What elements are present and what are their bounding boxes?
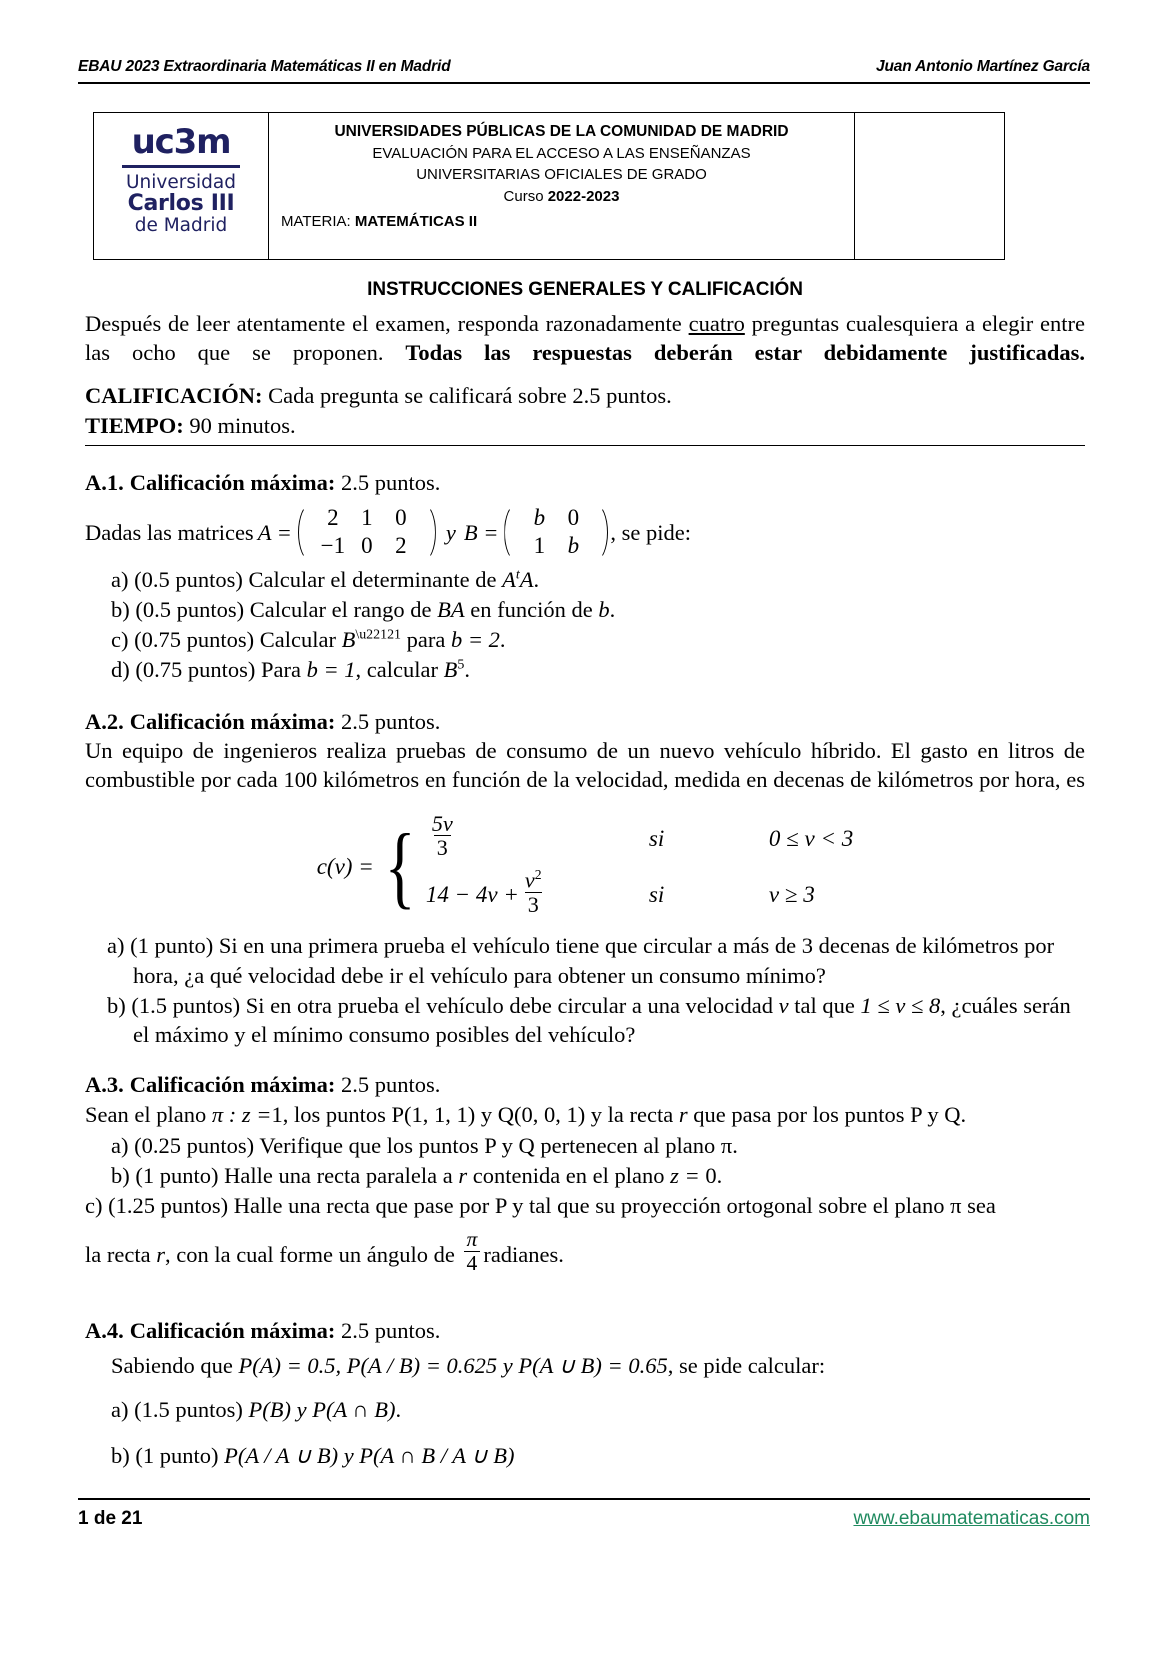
calificacion-label: CALIFICACIÓN: [85, 383, 263, 409]
page-number: 1 de 21 [78, 1508, 143, 1529]
case-expression [426, 811, 611, 862]
item-label: a) (1.5 puntos) [111, 1397, 249, 1423]
title-line-universidades: UNIVERSIDADES PÚBLICAS DE LA COMUNIDAD DE MADRID [334, 123, 789, 140]
case2-prefix: 14 − 4v + [425, 881, 519, 907]
cell: 0 [395, 504, 407, 530]
item-text: Si en otra prueba el vehículo debe circular a una velocidad v tal que 1 ≤ v ≤ 8, ¿cuáles serán el máximo y el mínimo consumo posibles del vehículo? [133, 992, 1071, 1048]
instr-bold-note: Todas las respuestas deberán estar debidamente justificadas. [405, 339, 1085, 365]
fraction-numerator: $v^2$ [524, 867, 542, 893]
a4-points: 2.5 puntos. [335, 1318, 441, 1344]
list-item [85, 1191, 1085, 1221]
formula-cases [426, 811, 853, 923]
item-tail: . [464, 656, 470, 682]
cell: 0 [567, 504, 580, 530]
exam-title-table [93, 112, 1005, 260]
instructions-paragraph [85, 309, 1085, 368]
a1-label: Calificación máxima: [129, 470, 336, 496]
item-text: Calcular el rango de [249, 597, 438, 623]
list-item [85, 595, 1085, 625]
left-paren-icon [298, 502, 310, 564]
calificacion-line [85, 381, 1085, 411]
instructions-divider [85, 445, 1085, 446]
a1-lead-post: , se pide: [610, 519, 692, 545]
item-text: Si en una primera prueba el vehículo tiene que circular a más de 3 decenas de kilómetros por hora, ¿a qué velocidad debe ir el vehículo para obtener un consumo mínimo? [133, 932, 1055, 988]
running-footer [78, 1498, 1090, 1530]
header-divider [78, 82, 1090, 84]
title-line-materia [279, 213, 844, 230]
instr-part-2: preguntas cualesquiera a elegir entre las ocho que se proponen. [85, 310, 1085, 365]
formula-lhs: c(v) = [316, 853, 374, 879]
list-item [85, 565, 1085, 595]
a3-points: 2.5 puntos. [335, 1072, 441, 1098]
matrix-a-body [310, 502, 424, 564]
instructions-heading: INSTRUCCIONES GENERALES Y CALIFICACIÓN [367, 279, 803, 300]
title-line-curso [279, 186, 844, 209]
exam-body [85, 278, 1085, 1471]
matrix-row [522, 532, 590, 561]
a1-lead-pre: Dadas las matrices [85, 519, 254, 545]
a1-matrix-b-name: B = [463, 519, 499, 545]
a2-paragraph: Un equipo de ingenieros realiza pruebas de consumo de un nuevo vehículo híbrido. El gasto en litros de combustible por cada 100 kilómetros en función de la velocidad, medida en decenas de kilómetros por hora, es [85, 738, 1085, 793]
item-label: c) (1.25 puntos) [85, 1192, 234, 1218]
footer-row [78, 1508, 1090, 1530]
a4-lead-math: P(A) = 0.5, P(A / B) = 0.625 y P(A ∪ B) = 0.65 [238, 1353, 668, 1379]
logo-carlos-iii-text: Carlos III [127, 191, 235, 217]
a2-items [85, 931, 1085, 1051]
logo-de-madrid-text: de Madrid [134, 215, 228, 237]
question-a1 [85, 468, 1085, 684]
cell: 1 [361, 504, 373, 530]
a3-heading [85, 1070, 1085, 1099]
a3-id: A.3. [85, 1072, 124, 1098]
case-si-keyword: si [648, 881, 665, 907]
item-label: b) (1 punto) [111, 1162, 225, 1188]
exam-title-center-cell [269, 113, 854, 259]
item-label: a) (0.5 puntos) [111, 567, 249, 593]
item-text: Calcular el determinante de [248, 567, 503, 593]
item-math: BA [437, 597, 465, 623]
case-condition: 0 ≤ v < 3 [768, 825, 854, 851]
question-a2 [85, 707, 1085, 1050]
a1-conjunction: y [445, 519, 456, 545]
a1-matrix-a-name: A = [257, 519, 292, 545]
right-paren-icon [424, 502, 436, 564]
list-item [85, 1131, 1085, 1161]
a4-items [85, 1395, 1085, 1471]
uc3m-logo [94, 113, 269, 259]
fraction [464, 1228, 481, 1275]
matrix-row [316, 504, 418, 533]
a1-id: A.1. [85, 470, 124, 496]
item-tail: . [533, 567, 540, 593]
a3-tail-line [85, 1227, 1085, 1278]
cell: 0 [361, 533, 373, 559]
list-item [85, 655, 1085, 685]
fraction [522, 868, 545, 917]
fraction-numerator: π [466, 1227, 478, 1252]
item-label: a) (0.25 puntos) [111, 1132, 260, 1158]
a2-label: Calificación máxima: [129, 708, 336, 734]
tiempo-line [85, 411, 1085, 441]
a4-heading [85, 1316, 1085, 1345]
a4-lead-pre: Sabiendo que [111, 1353, 239, 1379]
logo-divider-line [122, 165, 240, 168]
grading-block [85, 381, 1085, 441]
formula-case-2 [426, 867, 853, 923]
materia-label: MATERIA: [281, 213, 355, 231]
a3-lead: Sean el plano π : z =1, los puntos P(1, 1, 1) y Q(0, 0, 1) y la recta r que pasa por los puntos P y Q. [85, 1101, 967, 1127]
item-text: Para b = 1, calcular [261, 656, 444, 682]
tiempo-label: TIEMPO: [85, 413, 184, 439]
matrix-row [316, 532, 418, 561]
item-tail: para b = 2. [401, 627, 506, 653]
a3-tail-post: radianes. [483, 1241, 564, 1267]
running-header [78, 58, 1090, 76]
case-expression [425, 867, 611, 919]
list-item [85, 625, 1085, 655]
cell: 1 [533, 533, 546, 559]
item-label: b) (0.5 puntos) [111, 597, 250, 623]
item-math: P(B) y P(A ∩ B) [248, 1397, 396, 1423]
item-text: Verifique que los puntos P y Q pertenecen al plano π. [259, 1132, 738, 1158]
a1-matrix-a [298, 502, 436, 564]
a4-lead [85, 1351, 1085, 1381]
a1-matrix-b [504, 502, 608, 564]
instr-part-1: Después de leer atentamente el examen, responda razonadamente [85, 310, 689, 336]
curso-value: 2022-2023 [547, 187, 620, 205]
item-tail: en función de b. [464, 597, 616, 623]
cell: 2 [395, 533, 407, 559]
a3-items [85, 1131, 1085, 1221]
a4-lead-post: , se pide calcular: [667, 1353, 826, 1379]
item-math: P(A / A ∪ B) y P(A ∩ B / A ∪ B) [224, 1443, 515, 1469]
calificacion-text: Cada pregunta se calificará sobre 2.5 puntos. [262, 383, 672, 409]
a2-id: A.2. [85, 708, 124, 734]
a2-points: 2.5 puntos. [335, 708, 441, 734]
a1-matrices-line [85, 502, 1085, 564]
case-condition: v ≥ 3 [768, 881, 815, 907]
a2-heading [85, 707, 1085, 736]
item-text: Calcular [259, 627, 342, 653]
question-a3 [85, 1070, 1085, 1278]
fraction [429, 812, 456, 860]
footer-divider [78, 1498, 1090, 1500]
case-si-keyword: si [648, 825, 665, 851]
question-a4 [85, 1316, 1085, 1471]
formula-inner [317, 811, 854, 923]
uc3m-wordmark: uc3m [131, 122, 231, 162]
formula-case-1 [426, 811, 853, 867]
a1-items [85, 565, 1085, 685]
right-paren-icon [596, 502, 608, 564]
item-label: c) (0.75 puntos) [111, 627, 260, 653]
item-label: b) (1.5 puntos) [107, 992, 246, 1018]
curso-label: Curso [503, 187, 548, 205]
title-line-universitarias: UNIVERSITARIAS OFICIALES DE GRADO [416, 166, 707, 184]
item-text: Halle una recta paralela a r contenida en el plano z = 0. [224, 1162, 723, 1188]
left-brace-icon: { [384, 815, 416, 918]
item-math: $B^5$ [443, 656, 465, 682]
cell: b [533, 504, 546, 530]
fraction-denominator: 4 [464, 1251, 481, 1276]
footer-website-link[interactable]: www.ebaumatematicas.com [853, 1508, 1090, 1529]
a1-heading [85, 468, 1085, 497]
item-label: a) (1 punto) [107, 932, 219, 958]
header-author: Juan Antonio Martínez García [876, 58, 1090, 75]
item-text: Halle una recta que pase por P y tal que su proyección ortogonal sobre el plano π sea [233, 1192, 996, 1218]
tiempo-text: 90 minutos. [183, 413, 296, 439]
item-label: d) (0.75 puntos) [111, 656, 261, 682]
item-math: $A^tA$ [502, 567, 534, 593]
exam-title-right-blank-cell [854, 113, 1004, 259]
logo-universidad-text: Universidad [126, 171, 236, 193]
matrix-b-body [516, 502, 596, 564]
cell: −1 [320, 533, 346, 559]
a1-points: 2.5 puntos. [335, 470, 441, 496]
list-item [85, 1395, 1085, 1425]
cell: 2 [327, 504, 339, 530]
materia-value: MATEMÁTICAS II [354, 213, 478, 231]
instr-underlined-cuatro: cuatro [688, 310, 745, 336]
list-item [85, 931, 1085, 991]
a2-piecewise-formula [85, 811, 1085, 923]
cell: b [567, 533, 580, 559]
list-item [85, 1441, 1085, 1471]
fraction-numerator: 5v [431, 811, 453, 837]
item-label: b) (1 punto) [111, 1443, 225, 1469]
header-exam-title: EBAU 2023 Extraordinaria Matemáticas II en Madrid [78, 58, 451, 75]
item-tail: . [395, 1397, 402, 1423]
a3-tail-pre: la recta r, con la cual forme un ángulo de [85, 1241, 461, 1267]
fraction-denominator: 3 [525, 892, 542, 917]
a3-label: Calificación máxima: [129, 1072, 336, 1098]
left-paren-icon [504, 502, 516, 564]
list-item [85, 1161, 1085, 1191]
a4-label: Calificación máxima: [129, 1318, 336, 1344]
title-line-evaluacion: EVALUACIÓN PARA EL ACCESO A LAS ENSEÑANZAS [372, 145, 751, 162]
item-math: $B^{\backslash u22121}$ [341, 627, 402, 653]
fraction-denominator: 3 [434, 835, 451, 860]
matrix-row [522, 504, 590, 533]
a4-id: A.4. [85, 1318, 124, 1344]
list-item [85, 991, 1085, 1051]
